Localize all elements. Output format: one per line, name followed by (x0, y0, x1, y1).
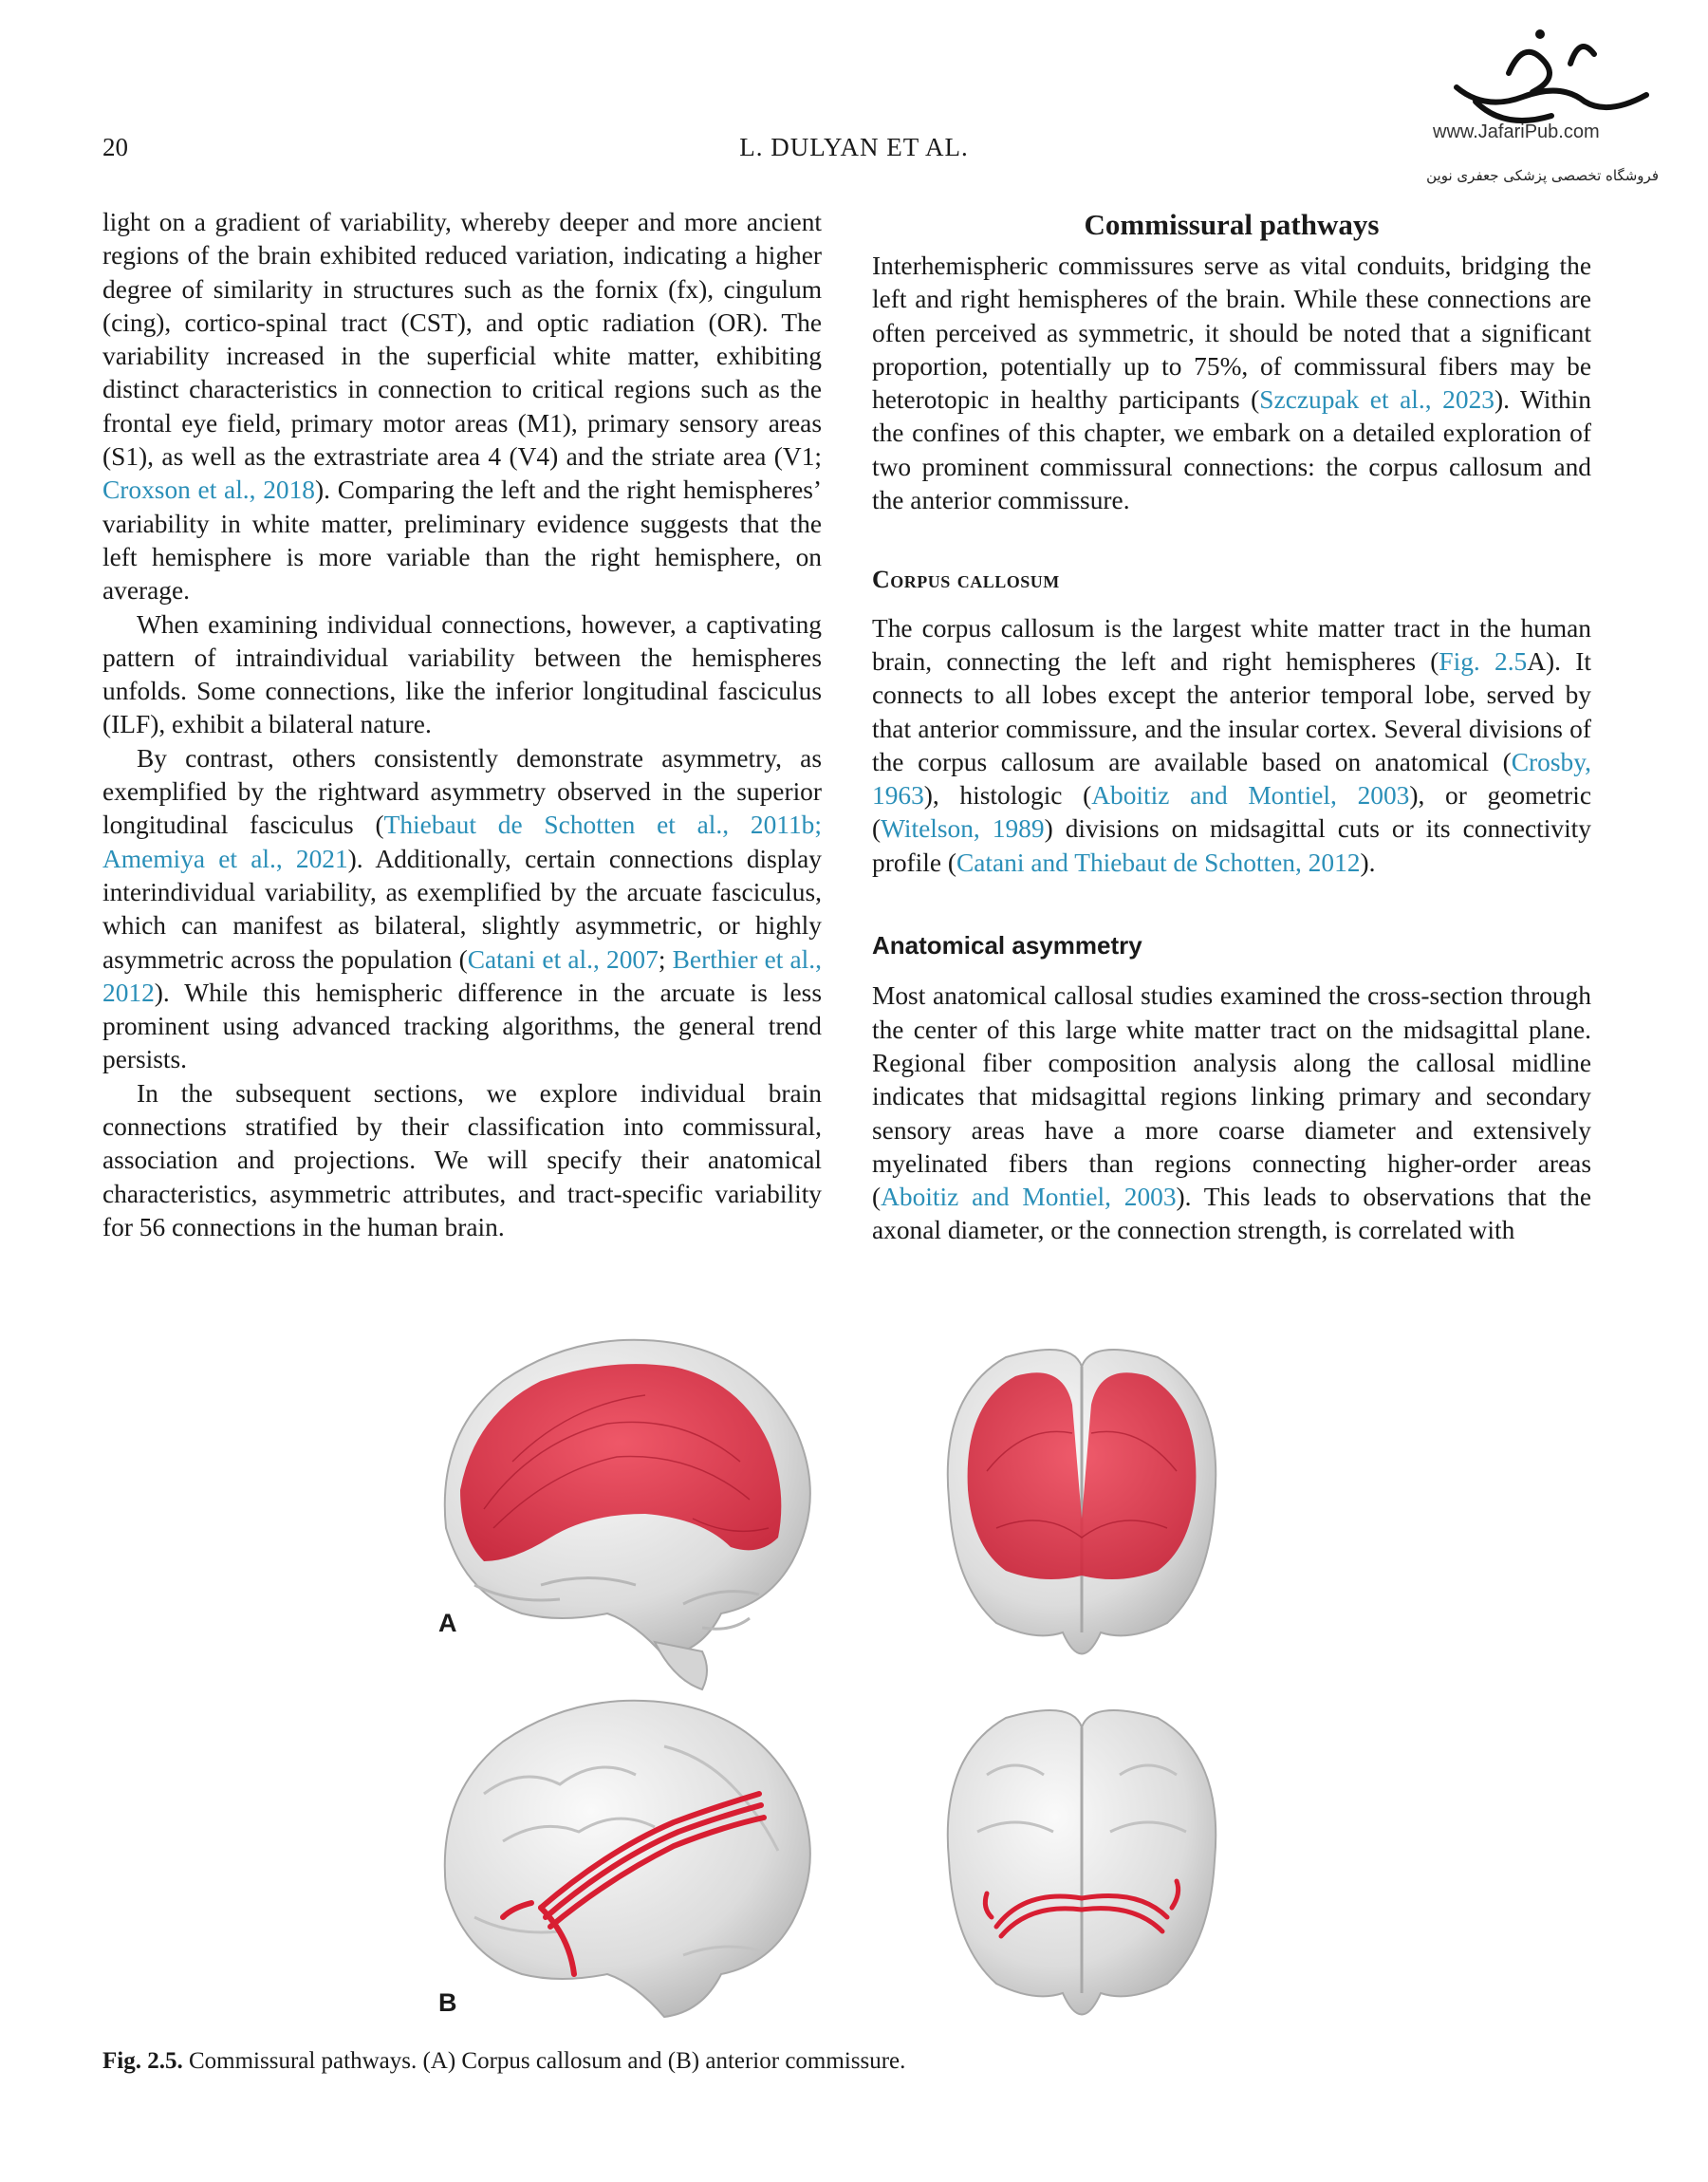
section-title: Commissural pathways (1084, 208, 1380, 241)
panel-label-a: A (438, 1609, 457, 1637)
figure-reference-link[interactable]: Fig. 2.5 (1439, 646, 1528, 676)
citation-link[interactable]: Aboitiz and Montiel, 2003 (881, 1183, 1177, 1212)
citation-link[interactable]: Croxson et al., 2018 (102, 476, 316, 505)
right-paragraph-1: Interhemispheric commissures serve as vital conduits, bridging the left and right hemispheres of the brain. While these connections are often perceived as symmetric, it should be noted that a significant proportion, potentially up to 75%, of commissural fibers may be heterotopic in healthy participants (Szczupak et al., 2023). Within the confines of this chapter, we embark on a detailed exploration of two prominent commissural connections: the corpus callosum and the anterior commissure. (872, 252, 1591, 515)
left-paragraph-2: When examining individual connections, however, a captivating pattern of intraindividual variability between the hemispheres unfolds. Some connections, like the inferior longitudinal fasciculus (ILF), exhibit a bilateral nature. (102, 609, 822, 739)
publisher-url: www.JafariPub.com (1433, 121, 1600, 142)
citation-link[interactable]: Szczupak et al., 2023 (1259, 385, 1494, 415)
left-paragraph-3: By contrast, others consistently demonstrate asymmetry, as exemplified by the rightward asymmetry observed in the superior longitudinal fasciculus (Thiebaut de Schotten et al., 2011b; Amemiya et al., 2021). Additionally, certain connections display interindividual variability, as exemplified by the arcuate fasciculus, which can manifest as bilateral, slightly asymmetric, or highly asymmetric across the population (Catani et al., 2007; Berthier et al., 2012). While this hemispheric difference in the arcuate is less prominent using advanced tracking algorithms, the general trend persists. (102, 743, 822, 1074)
right-column (872, 206, 1591, 1248)
publisher-logo (1419, 21, 1675, 192)
panel-b-lateral-brain (445, 1701, 810, 2017)
right-paragraph-3: Most anatomical callosal studies examined the cross-section through the center of this large white matter tract on the midsagittal plane. Regional fiber composition analysis along the callosal midline indicates that midsagittal regions linking primary and secondary sensory areas have a more coarse diameter and extensively myelinated fibers than regions connecting higher-order areas (Aboitiz and Montiel, 2003). This leads to observations that the axonal diameter, or the connection strength, is correlated with (872, 981, 1591, 1245)
figure-2-5 (418, 1300, 1272, 2031)
citation-link[interactable]: Witelson, 1989 (881, 814, 1045, 844)
citation-link[interactable]: Aboitiz and Montiel, 2003 (1091, 781, 1410, 811)
left-paragraph-1: light on a gradient of variability, whereby deeper and more ancient regions of the brain exhibited reduced variation, indicating a higher degree of similarity in structures such as the fornix (fx), cingulum (cing), cortico-spinal tract (CST), and optic radiation (OR). The variability increased in the superficial white matter, exhibiting distinct characteristics in connection to critical regions such as the frontal eye field, primary motor areas (M1), primary sensory areas (S1), as well as the extrastriate area 4 (V4) and the striate area (V1; Croxson et al., 2018). Comparing the left and the right hemispheres’ variability in white matter, preliminary evidence suggests that the left hemisphere is more variable than the right hemisphere, on average. (102, 208, 823, 606)
right-paragraph-2: The corpus callosum is the largest white matter tract in the human brain, connecting the left and right hemispheres (Fig. 2.5A). It connects to all lobes except the anterior temporal lobe, served by that anterior commissure, and the insular cortex. Several divisions of the corpus callosum are available based on anatomical (Crosby, 1963), histologic (Aboitiz and Montiel, 2003), or geometric (Witelson, 1989) divisions on midsagittal cuts or its connectivity profile (Catani and Thiebaut de Schotten, 2012). (872, 613, 1591, 877)
publisher-persian-name: فروشگاه تخصصی پزشکی جعفری نوین (1426, 167, 1659, 184)
caption-label: Fig. 2.5. (102, 2048, 183, 2074)
panel-a-frontal-brain (948, 1350, 1216, 1654)
citation-link[interactable]: Crosby, 1963 (872, 747, 1591, 811)
panel-b-frontal-brain (948, 1710, 1216, 2015)
figure-caption (102, 2048, 905, 2075)
subsection-heading-corpus-callosum: Corpus callosum (872, 566, 1060, 594)
brain-illustrations (418, 1300, 1272, 2031)
panel-a-lateral-brain (445, 1340, 810, 1689)
caption-text: Commissural pathways. (A) Corpus callosum and (B) anterior commissure. (182, 2048, 906, 2074)
citation-link[interactable]: Catani and Thiebaut de Schotten, 2012 (956, 848, 1361, 877)
citation-link[interactable]: Berthier et al., 2012 (102, 944, 822, 1007)
running-head: L. DULYAN ET AL. (739, 133, 969, 161)
page-number: 20 (102, 133, 128, 161)
left-column (102, 206, 822, 1244)
citation-link[interactable]: Catani et al., 2007 (467, 944, 659, 974)
left-paragraph-4: In the subsequent sections, we explore individual brain connections stratified by their classification into commissural, association and projections. We will specify their anatomical characteristics, asymmetric attributes, and tract-specific variability for 56 connections in the human brain. (102, 1078, 822, 1241)
subsection-heading-anatomical-asymmetry: Anatomical asymmetry (872, 931, 1142, 960)
citation-link[interactable]: Thiebaut de Schotten et al., 2011b; Amemiya et al., 2021 (102, 811, 822, 873)
panel-label-b: B (438, 1988, 457, 2017)
